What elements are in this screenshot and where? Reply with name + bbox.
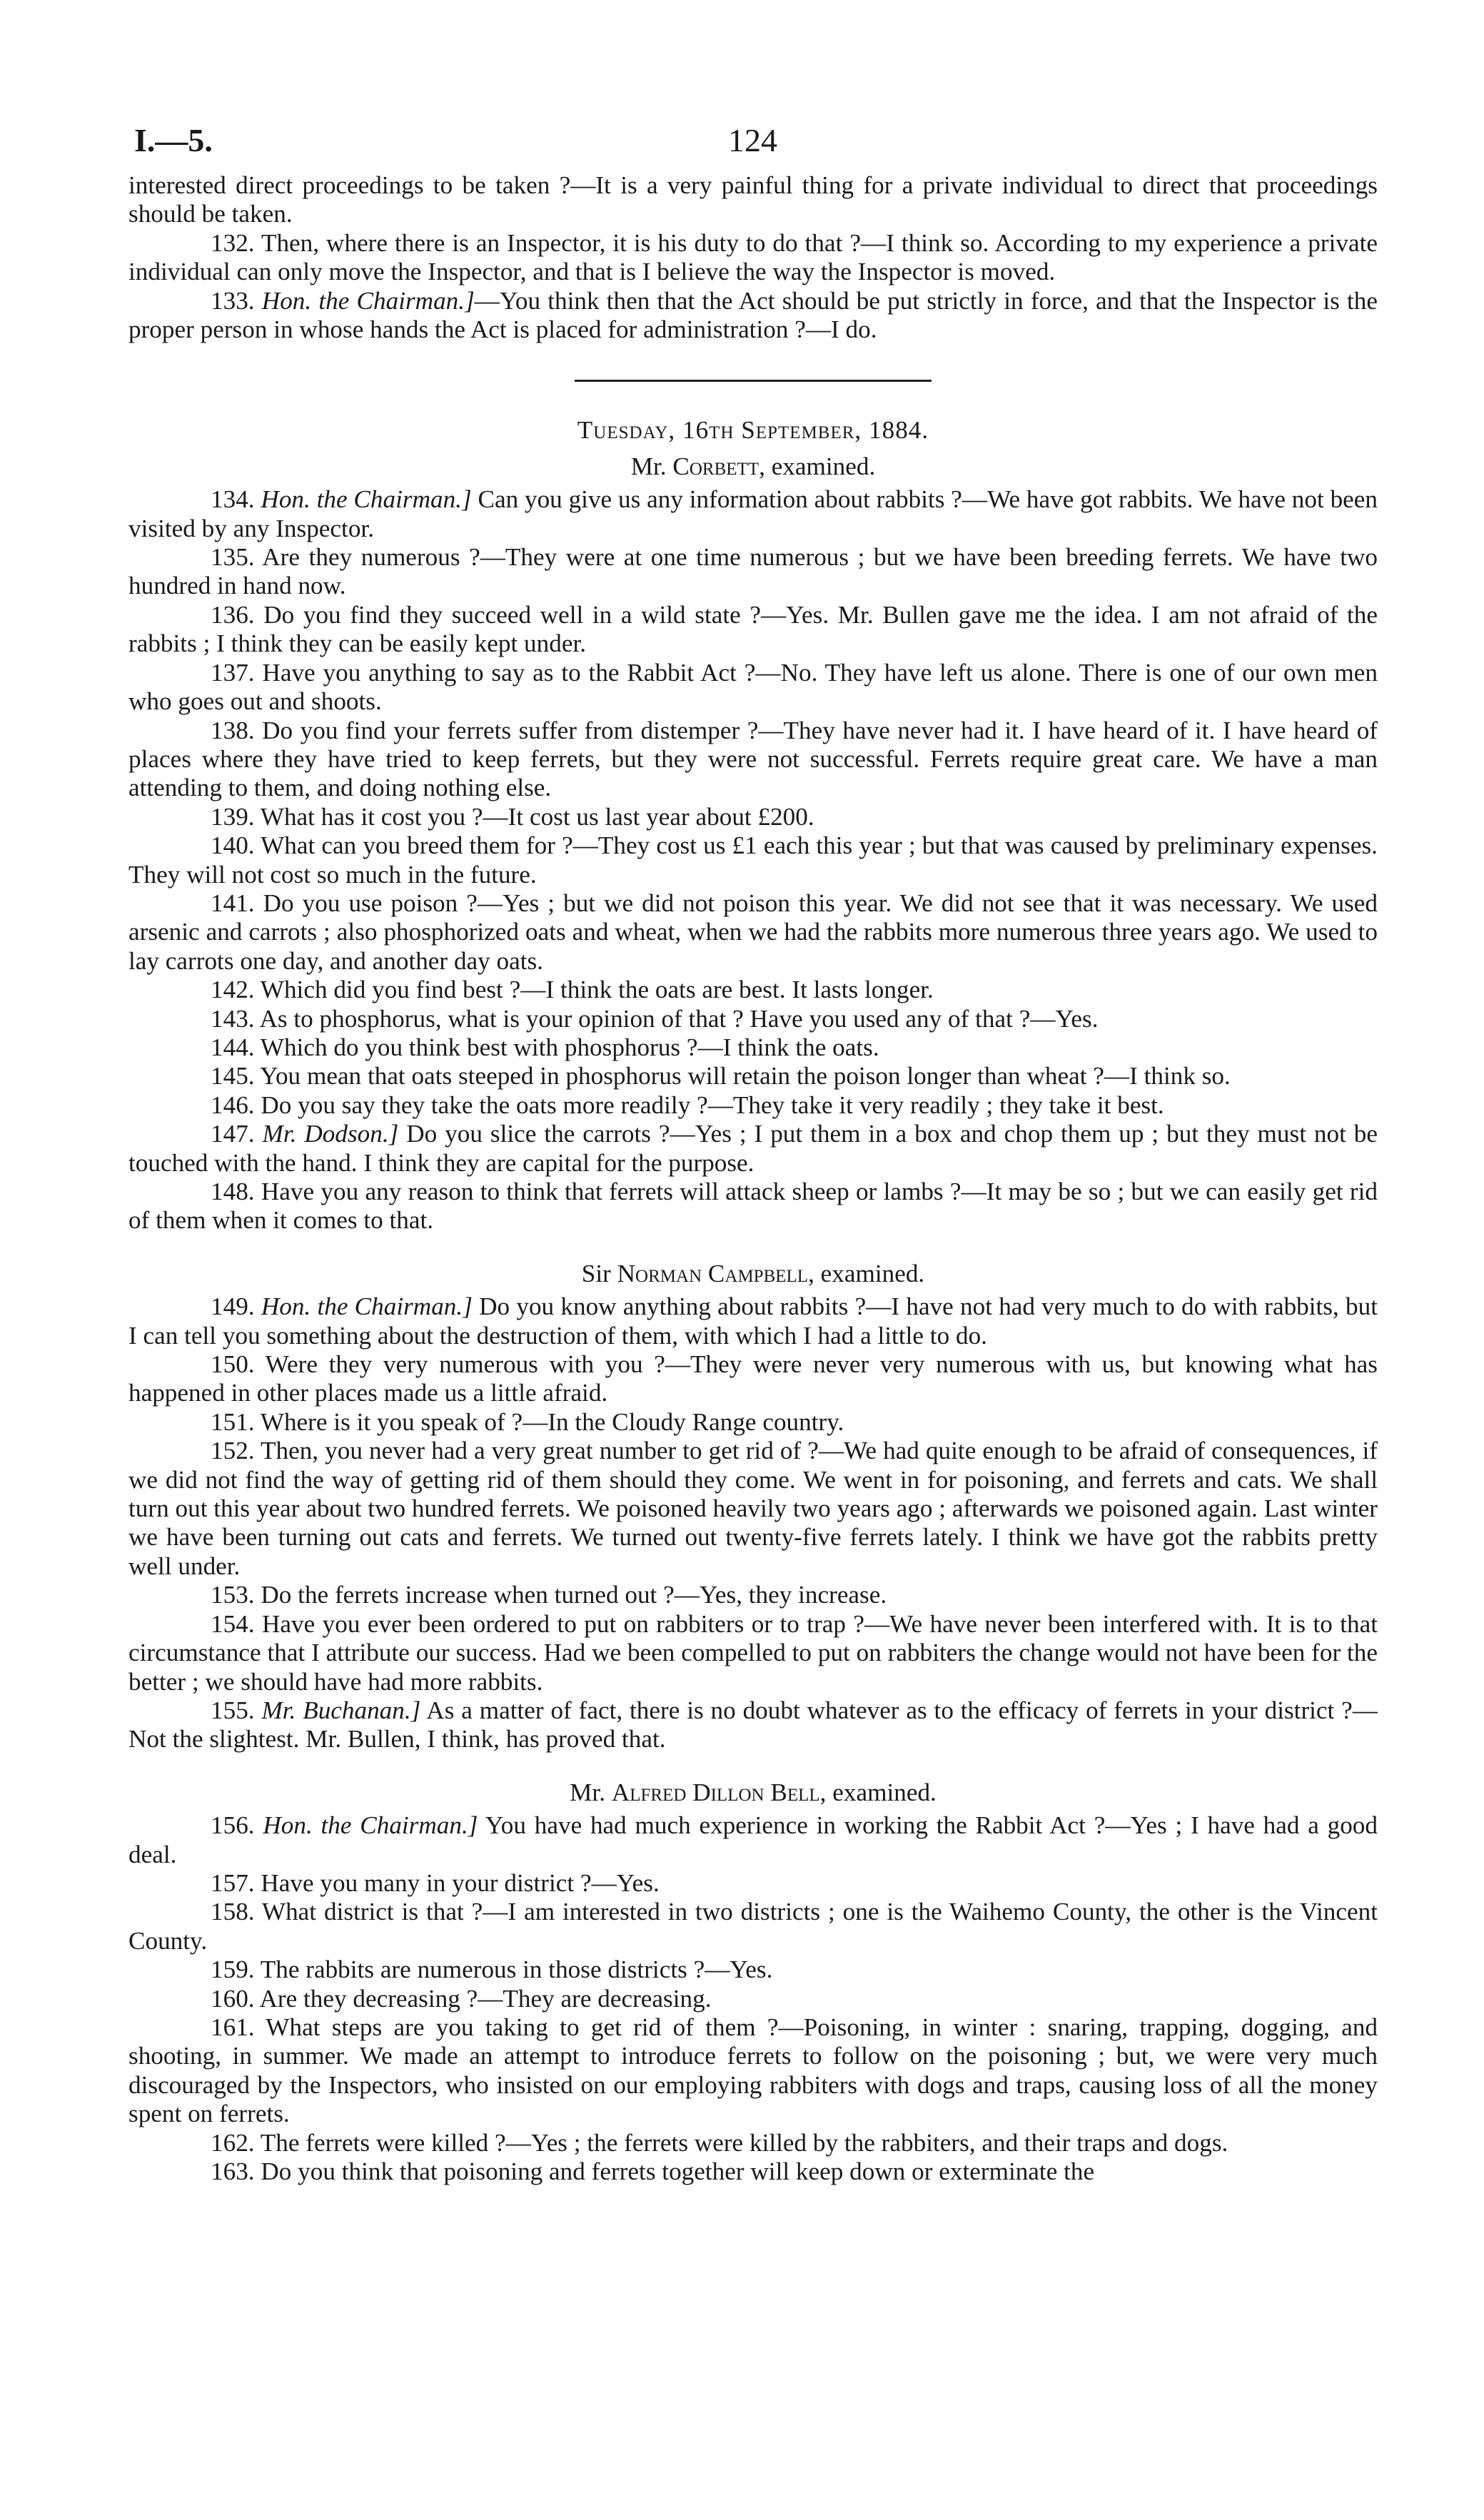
question-text: Have you anything to say as to the Rabbit Act ?—No. They have left us alone. There is one of our own men who goes out and shoots. bbox=[128, 658, 1378, 716]
question-text: The rabbits are numerous in those districts ?—Yes. bbox=[260, 1955, 773, 1984]
question-paragraph bbox=[128, 485, 1378, 543]
question-number: 150. bbox=[211, 1350, 266, 1379]
question-paragraph bbox=[128, 1033, 1378, 1062]
witness-title: Mr. bbox=[630, 452, 673, 480]
witness-heading bbox=[128, 1260, 1378, 1288]
question-text: As a matter of fact, there is no doubt whatever as to the efficacy of ferrets in your district ?—Not the slightest. Mr. Bullen, I think, has proved that. bbox=[128, 1696, 1378, 1754]
document-body bbox=[128, 171, 1378, 2186]
question-paragraph bbox=[128, 229, 1378, 287]
question-paragraph bbox=[128, 2013, 1378, 2129]
question-text: Then, where there is an Inspector, it is his duty to do that ?—I think so. According to my experience a private individual can only move the Inspector, and that is I believe the way the Inspector is moved. bbox=[128, 228, 1378, 286]
question-number: 155. bbox=[211, 1696, 262, 1724]
speaker-name: Mr. Buchanan.] bbox=[261, 1696, 421, 1724]
intro-section bbox=[128, 171, 1378, 344]
question-number: 144. bbox=[211, 1033, 261, 1061]
question-paragraph bbox=[128, 976, 1378, 1004]
witness-name: Corbett bbox=[672, 452, 759, 480]
question-number: 162. bbox=[211, 2128, 261, 2157]
question-paragraph bbox=[128, 1005, 1378, 1033]
question-number: 135. bbox=[211, 543, 263, 572]
question-text: Do the ferrets increase when turned out ?—Yes, they increase. bbox=[261, 1581, 887, 1609]
question-paragraph bbox=[128, 2157, 1378, 2186]
question-paragraph bbox=[128, 2129, 1378, 2157]
question-text: interested direct proceedings to be taken ?—It is a very painful thing for a private individual to direct that proceedings should be taken. bbox=[128, 171, 1378, 228]
question-text: What has it cost you ?—It cost us last year about £200. bbox=[260, 802, 814, 831]
page-header bbox=[128, 107, 1378, 171]
question-text: Do you find your ferrets suffer from distemper ?—They have never had it. I have heard of it. I have heard of places where they have tried to keep ferrets, but they were not successful. Ferrets require great care. We have a man attending to them, and doing nothing else. bbox=[128, 716, 1378, 802]
question-paragraph bbox=[128, 1869, 1378, 1898]
question-text: What steps are you taking to get rid of them ?—Poisoning, in winter : snaring, trapping, dogging, and shooting, in summer. We made an attempt to introduce ferrets to follow on the poisoning ; but, we were very much discouraged by the Inspectors, who insisted on our employing rabbiters with dogs and traps, causing loss of all the money spent on ferrets. bbox=[128, 2013, 1378, 2128]
question-number: 160. bbox=[211, 1984, 260, 2013]
question-paragraph bbox=[128, 1091, 1378, 1120]
section-divider bbox=[575, 380, 932, 382]
witness-suffix: , examined. bbox=[819, 1778, 937, 1806]
question-number: 138. bbox=[211, 716, 263, 744]
witness-heading bbox=[128, 452, 1378, 481]
question-number: 152. bbox=[211, 1437, 261, 1465]
question-text: Do you think that poisoning and ferrets together will keep down or exterminate the bbox=[261, 2157, 1095, 2185]
question-text: What can you breed them for ?—They cost us £1 each this year ; but that was caused by preliminary expenses. They will not cost so much in the future. bbox=[128, 831, 1378, 889]
witness-name: Norman Campbell bbox=[617, 1259, 809, 1287]
question-paragraph bbox=[128, 1581, 1378, 1609]
question-number: 133. bbox=[211, 286, 262, 315]
witness-suffix: , examined. bbox=[808, 1259, 925, 1287]
question-number: 156. bbox=[211, 1811, 263, 1840]
question-paragraph bbox=[128, 1955, 1378, 1984]
question-text: —You think then that the Act should be put strictly in force, and that the Inspector is the proper person in whose hands the Act is placed for administration ?—I do. bbox=[128, 286, 1378, 344]
witness-title: Sir bbox=[581, 1259, 617, 1287]
question-number: 137. bbox=[211, 658, 263, 687]
question-text: Do you say they take the oats more readily ?—They take it very readily ; they take it best. bbox=[261, 1091, 1164, 1119]
session-date: Tuesday, 16th September, 1884. bbox=[577, 416, 929, 445]
question-number: 149. bbox=[211, 1292, 261, 1321]
question-text: Do you find they succeed well in a wild state ?—Yes. Mr. Bullen gave me the idea. I am not afraid of the rabbits ; I think they can be easily kept under. bbox=[128, 600, 1378, 658]
question-number: 163. bbox=[211, 2157, 261, 2185]
question-paragraph bbox=[128, 889, 1378, 976]
page-number: 124 bbox=[728, 122, 777, 158]
question-number: 145. bbox=[211, 1062, 261, 1091]
question-number: 132. bbox=[211, 228, 261, 257]
speaker-name: Hon. the Chairman.] bbox=[261, 286, 475, 315]
question-paragraph bbox=[128, 171, 1378, 229]
question-paragraph bbox=[128, 1985, 1378, 2013]
question-text: Have you ever been ordered to put on rabbiters or to trap ?—We have never been interfered with. It is to that circumstance that I attribute our success. Had we been compelled to put on rabbiters the change would not have been for the better ; we should have had more rabbits. bbox=[128, 1609, 1378, 1696]
question-number: 154. bbox=[211, 1609, 262, 1638]
question-number: 147. bbox=[211, 1120, 263, 1148]
question-text: Which did you find best ?—I think the oats are best. It lasts longer. bbox=[260, 976, 934, 1004]
question-number: 136. bbox=[211, 600, 264, 629]
witness-suffix: , examined. bbox=[759, 452, 876, 480]
witness-sections bbox=[128, 452, 1378, 2187]
speaker-name: Hon. the Chairman.] bbox=[263, 1811, 478, 1840]
question-paragraph bbox=[128, 1120, 1378, 1178]
question-number: 146. bbox=[211, 1091, 261, 1119]
question-text: You mean that oats steeped in phosphorus will retain the poison longer than wheat ?—I think so. bbox=[260, 1062, 1231, 1091]
question-paragraph bbox=[128, 831, 1378, 889]
question-number: 134. bbox=[211, 485, 261, 514]
question-paragraph bbox=[128, 1696, 1378, 1754]
question-paragraph bbox=[128, 803, 1378, 831]
witness-heading bbox=[128, 1778, 1378, 1807]
question-text: As to phosphorus, what is your opinion of that ? Have you used any of that ?—Yes. bbox=[259, 1004, 1099, 1033]
question-number: 143. bbox=[211, 1004, 260, 1033]
document-reference: I.—5. bbox=[134, 122, 213, 158]
witness-name: Alfred Dillon Bell bbox=[611, 1778, 820, 1806]
question-text: What district is that ?—I am interested in two districts ; one is the Waihemo County, the other is the Vincent County. bbox=[128, 1898, 1378, 1955]
question-paragraph bbox=[128, 659, 1378, 717]
witness-title: Mr. bbox=[570, 1778, 612, 1806]
question-number: 153. bbox=[211, 1581, 261, 1609]
question-paragraph bbox=[128, 1292, 1378, 1350]
question-number: 139. bbox=[211, 802, 261, 831]
question-text: Were they very numerous with you ?—They were never very numerous with us, but knowing what has happened in other places made us a little afraid. bbox=[128, 1350, 1378, 1407]
question-paragraph bbox=[128, 1178, 1378, 1235]
question-paragraph bbox=[128, 543, 1378, 601]
question-paragraph bbox=[128, 601, 1378, 659]
question-paragraph bbox=[128, 717, 1378, 803]
question-paragraph bbox=[128, 1062, 1378, 1091]
speaker-name: Hon. the Chairman.] bbox=[261, 485, 472, 514]
question-paragraph bbox=[128, 1350, 1378, 1408]
question-text: Are they decreasing ?—They are decreasing. bbox=[259, 1984, 712, 2013]
question-number: 161. bbox=[211, 2013, 266, 2041]
question-text: Where is it you speak of ?—In the Cloudy Range country. bbox=[260, 1407, 844, 1436]
question-number: 151. bbox=[211, 1407, 261, 1436]
speaker-name: Mr. Dodson.] bbox=[262, 1120, 399, 1148]
speaker-name: Hon. the Chairman.] bbox=[261, 1292, 473, 1321]
question-number: 159. bbox=[211, 1955, 261, 1984]
question-number: 141. bbox=[211, 889, 263, 917]
question-text: Have you any reason to think that ferrets will attack sheep or lambs ?—It may be so ; but we can easily get rid of them when it comes to that. bbox=[128, 1178, 1378, 1235]
question-number: 148. bbox=[211, 1178, 261, 1205]
question-text: Have you many in your district ?—Yes. bbox=[261, 1868, 660, 1897]
question-number: 158. bbox=[211, 1898, 262, 1926]
question-paragraph bbox=[128, 1408, 1378, 1437]
question-number: 157. bbox=[211, 1868, 261, 1897]
question-text: Which do you think best with phosphorus ?—I think the oats. bbox=[260, 1033, 879, 1061]
question-text: You have had much experience in working the Rabbit Act ?—Yes ; I have had a good deal. bbox=[128, 1811, 1378, 1868]
question-number: 140. bbox=[211, 831, 261, 860]
question-paragraph bbox=[128, 1811, 1378, 1869]
question-paragraph bbox=[128, 1437, 1378, 1581]
question-text: Are they numerous ?—They were at one time numerous ; but we have been breeding ferrets. We have two hundred in hand now. bbox=[128, 543, 1378, 600]
question-number: 142. bbox=[211, 976, 261, 1004]
question-text: Do you know anything about rabbits ?—I have not had very much to do with rabbits, but I can tell you something about the destruction of them, with which I had a little to do. bbox=[128, 1292, 1378, 1350]
question-paragraph bbox=[128, 1610, 1378, 1696]
question-paragraph bbox=[128, 1898, 1378, 1955]
document-page bbox=[128, 107, 1378, 2186]
question-paragraph bbox=[128, 287, 1378, 345]
question-text: The ferrets were killed ?—Yes ; the ferrets were killed by the rabbiters, and their traps and dogs. bbox=[260, 2128, 1228, 2157]
question-text: Do you slice the carrots ?—Yes ; I put them in a box and chop them up ; but they must not be touched with the hand. I think they are capital for the purpose. bbox=[128, 1120, 1378, 1177]
question-text: Then, you never had a very great number to get rid of ?—We had quite enough to be afraid of consequences, if we did not find the way of getting rid of them should they come. We went in for poisoning, and ferrets and cats. We shall turn out this year about two hundred ferrets. We poisoned heavily two years ago ; afterwards we poisoned again. Last winter we have been turning out cats and ferrets. We turned out twenty-five ferrets lately. I think we have got the rabbits pretty well under. bbox=[128, 1437, 1378, 1580]
question-text: Can you give us any information about rabbits ?—We have got rabbits. We have not been visited by any Inspector. bbox=[128, 485, 1378, 542]
question-text: Do you use poison ?—Yes ; but we did not poison this year. We did not see that it was necessary. We used arsenic and carrots ; also phosphorized oats and wheat, when we had the rabbits more numerous three years ago. We used to lay carrots one day, and another day oats. bbox=[128, 889, 1378, 975]
